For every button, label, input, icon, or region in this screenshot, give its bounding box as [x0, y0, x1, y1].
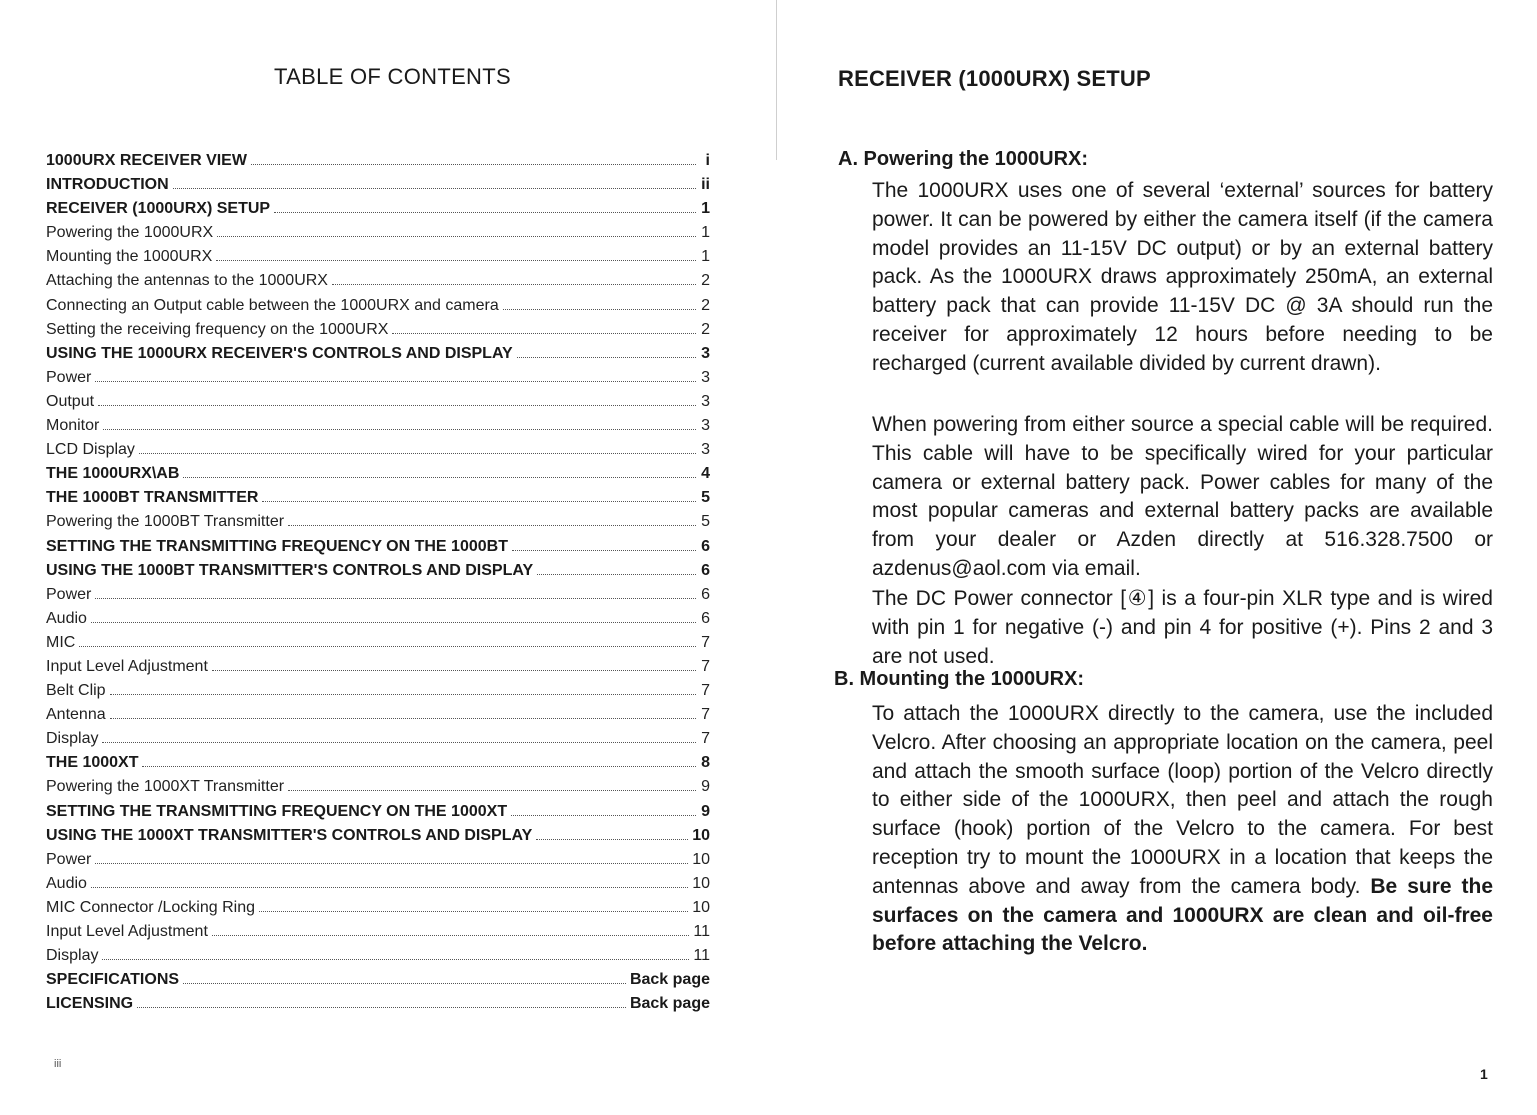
toc-entry-page: Back page [629, 971, 710, 989]
toc-entry-page: 10 [692, 826, 710, 844]
toc-leader-dots [98, 405, 696, 406]
toc-entry-label: MIC [46, 633, 76, 651]
toc-entry-page: 7 [701, 657, 710, 675]
toc-entry [46, 294, 710, 318]
toc-entry-page: 9 [701, 802, 710, 820]
toc-entry-label: Display [46, 730, 99, 748]
toc-entry-page: 7 [701, 706, 710, 724]
toc-entry-page: 3 [701, 392, 710, 410]
toc-entry-page: 10 [692, 850, 710, 868]
toc-entry-page: 3 [701, 368, 710, 386]
toc-leader-dots [537, 574, 696, 575]
toc-leader-dots [503, 309, 696, 310]
paragraph-mounting-text: To attach the 1000URX directly to the camera, use the included Velcro. After choosing an appropriate location on the camera, peel and attach the smooth surface (loop) portion of the Velcro directly to either side of the 1000URX, then peel and attach the rough surface (hook) portion of the Velcro to the camera. For best reception try to mount the 1000URX in a location that keeps the antennas above and away from the camera body. [872, 702, 1493, 898]
toc-entry-label: 1000URX RECEIVER VIEW [46, 152, 247, 169]
toc-entry-page: 2 [701, 296, 710, 314]
toc-leader-dots [517, 357, 696, 358]
toc-entry-label: Powering the 1000URX [46, 224, 214, 242]
toc-entry [46, 173, 710, 197]
paragraph-powering-1: The 1000URX uses one of several ‘external’ sources for battery power. It can be powered by either the camera itself (if the camera model provides an 11-15V DC output) or by an external battery pack. As the 1000URX draws approximately 250mA, an external battery pack that can provide 11-15V DC @ 3A should run the receiver for approximately 12 hours before needing to be recharged (current available divided by current drawn). [872, 179, 1493, 375]
toc-entry-label: SETTING THE TRANSMITTING FREQUENCY ON THE 1000XT [46, 802, 508, 820]
paragraph-powering-2: When powering from either source a special cable will be required. This cable will have to be specifically wired for your particular camera or external battery pack. Power cables for many of the most popular cameras and external battery packs are available from your dealer or Azden directly at 516.328.7500 or azdenus@aol.com via email. [872, 413, 1493, 580]
toc-leader-dots [274, 212, 696, 213]
toc-entry-label: Power [46, 850, 92, 868]
toc-leader-dots [91, 887, 688, 888]
toc-entry-page: 11 [693, 923, 710, 940]
toc-entry [46, 149, 710, 173]
toc-entry-page: 4 [701, 465, 710, 483]
toc-leader-dots [536, 839, 688, 840]
toc-entry-label: Attaching the antennas to the 1000URX [46, 272, 328, 290]
toc-entry [46, 992, 710, 1016]
toc-leader-dots [95, 381, 696, 382]
toc-leader-dots [183, 477, 696, 478]
toc-entry [46, 824, 710, 848]
toc-entry-label: Audio [46, 609, 87, 627]
toc-entry [46, 751, 710, 775]
paragraph-mounting-bold: Be sure the surfaces on the camera and 1000URX are clean and oil-free before attaching the Velcro. [872, 874, 1494, 956]
toc-entry [46, 607, 710, 631]
toc-entry-label: Antenna [46, 706, 106, 724]
toc-entry [46, 968, 710, 992]
toc-entry [46, 703, 710, 727]
toc-entry-page: 10 [692, 874, 710, 892]
toc-leader-dots [102, 742, 696, 743]
toc-entry [46, 535, 710, 559]
toc-entry-label: Power [46, 368, 92, 386]
toc-entry-page: 3 [701, 441, 710, 459]
toc-entry [46, 366, 710, 390]
toc-entry-page: 9 [701, 778, 710, 796]
toc-entry-page: 1 [701, 200, 710, 218]
toc-entry-label: THE 1000XT [46, 754, 139, 772]
toc-entry-label: Display [46, 947, 99, 965]
toc-entry [46, 775, 710, 799]
toc-entry-label: Output [46, 392, 95, 410]
toc-leader-dots [262, 501, 696, 502]
toc-entry [46, 438, 710, 462]
toc-leader-dots [512, 550, 696, 551]
toc-entry-page: 6 [701, 537, 710, 555]
subheading-powering: A. Powering the 1000URX: [838, 148, 1089, 170]
toc-entry-label: Power [46, 585, 92, 603]
toc-entry [46, 631, 710, 655]
toc-entry [46, 197, 710, 221]
toc-title: TABLE OF CONTENTS [274, 64, 511, 89]
toc-entry-page: 10 [692, 898, 710, 916]
toc-entry [46, 679, 710, 703]
toc-leader-dots [212, 670, 696, 671]
toc-entry [46, 221, 710, 245]
toc-entry-label: LCD Display [46, 441, 135, 459]
toc-entry [46, 414, 710, 438]
toc-entry-label: THE 1000BT TRANSMITTER [46, 489, 259, 507]
toc-entry-page: 6 [701, 609, 710, 627]
toc-entry-label: THE 1000URX\AB [46, 465, 180, 483]
page-number-left: iii [54, 1058, 62, 1070]
toc-entry-page: 6 [701, 561, 710, 579]
toc-entry-label: Setting the receiving frequency on the 1000URX [46, 320, 389, 338]
toc-leader-dots [110, 718, 696, 719]
toc-entry-label: USING THE 1000XT TRANSMITTER'S CONTROLS AND DISPLAY [46, 826, 533, 844]
toc-entry [46, 583, 710, 607]
toc-entry [46, 655, 710, 679]
toc-entry-label: Input Level Adjustment [46, 923, 208, 940]
toc-entry [46, 800, 710, 824]
toc-leader-dots [103, 429, 696, 430]
toc-entry-label: SPECIFICATIONS [46, 971, 180, 989]
toc-entry-label: INTRODUCTION [46, 176, 169, 194]
toc-entry-label: Powering the 1000XT Transmitter [46, 778, 285, 796]
toc-leader-dots [79, 646, 696, 647]
toc-entry [46, 727, 710, 751]
toc-leader-dots [288, 790, 696, 791]
toc-leader-dots [332, 284, 696, 285]
toc-entry [46, 896, 710, 920]
toc-entry-page: 7 [701, 682, 710, 700]
toc-entry-page: 1 [701, 248, 710, 266]
toc-entry-label: Connecting an Output cable between the 1000URX and camera [46, 296, 499, 314]
toc-leader-dots [137, 1007, 626, 1008]
toc-entry-page: Back page [629, 995, 710, 1013]
toc-leader-dots [288, 525, 696, 526]
page-number-right: 1 [1480, 1066, 1488, 1082]
toc-entry-label: Input Level Adjustment [46, 657, 208, 675]
toc-entry-page: 8 [701, 754, 710, 772]
toc-entry-label: Audio [46, 874, 87, 892]
toc-entry-page: 5 [701, 513, 710, 531]
toc-entry-label: MIC Connector /Locking Ring [46, 898, 255, 916]
toc-entry [46, 920, 710, 944]
toc-entry [46, 342, 710, 366]
toc-entry-label: LICENSING [46, 995, 134, 1013]
toc-entry-page: 7 [701, 730, 710, 748]
toc-leader-dots [95, 598, 696, 599]
toc-leader-dots [91, 622, 696, 623]
toc-entry [46, 510, 710, 534]
toc-entry-page: 3 [701, 344, 710, 362]
toc-leader-dots [183, 983, 626, 984]
toc-leader-dots [173, 188, 696, 189]
toc-entry-page: 5 [701, 489, 710, 507]
toc-leader-dots [212, 935, 690, 936]
toc-entry-page: 6 [701, 585, 710, 603]
toc-entry [46, 848, 710, 872]
toc-entry [46, 486, 710, 510]
toc-entry [46, 944, 710, 968]
toc-leader-dots [142, 766, 696, 767]
toc-entry-page: 2 [701, 320, 710, 338]
toc-entry-label: Belt Clip [46, 682, 106, 700]
toc-entry-page: ii [701, 176, 710, 194]
toc-entry [46, 318, 710, 342]
toc-entry-label: RECEIVER (1000URX) SETUP [46, 200, 271, 218]
toc-leader-dots [251, 164, 696, 165]
toc-leader-dots [139, 453, 696, 454]
toc-leader-dots [216, 260, 696, 261]
toc-entry [46, 390, 710, 414]
toc-leader-dots [392, 333, 696, 334]
section-heading: RECEIVER (1000URX) SETUP [838, 66, 1151, 91]
toc-leader-dots [110, 694, 696, 695]
toc-leader-dots [511, 815, 696, 816]
toc-entry-label: Mounting the 1000URX [46, 248, 213, 266]
toc-leader-dots [259, 911, 688, 912]
toc-entry [46, 245, 710, 269]
toc-entry [46, 462, 710, 486]
toc-entry-page: 2 [701, 272, 710, 290]
toc-entry-page: 7 [701, 633, 710, 651]
toc-entry-page: i [705, 152, 710, 169]
toc-entry-label: SETTING THE TRANSMITTING FREQUENCY ON THE 1000BT [46, 537, 508, 555]
toc-list [46, 149, 710, 1016]
toc-leader-dots [217, 236, 696, 237]
toc-entry-label: Monitor [46, 417, 100, 435]
toc-entry [46, 559, 710, 583]
right-page [776, 0, 1537, 1115]
toc-entry-label: USING THE 1000BT TRANSMITTER'S CONTROLS AND DISPLAY [46, 561, 534, 579]
subheading-mounting: B. Mounting the 1000URX: [834, 668, 1085, 690]
toc-leader-dots [102, 959, 689, 960]
paragraph-mounting [872, 700, 1493, 959]
toc-leader-dots [95, 863, 688, 864]
toc-entry-page: 11 [693, 947, 710, 965]
toc-entry [46, 269, 710, 293]
toc-entry [46, 872, 710, 896]
toc-entry-page: 1 [701, 224, 710, 242]
paragraph-powering-3: The DC Power connector [④] is a four-pin XLR type and is wired with pin 1 for negative (-) and pin 4 for positive (+). Pins 2 and 3 are not used. [872, 587, 1493, 668]
toc-entry-label: USING THE 1000URX RECEIVER'S CONTROLS AND DISPLAY [46, 344, 513, 362]
toc-entry-page: 3 [701, 417, 710, 435]
toc-entry-label: Powering the 1000BT Transmitter [46, 513, 285, 531]
